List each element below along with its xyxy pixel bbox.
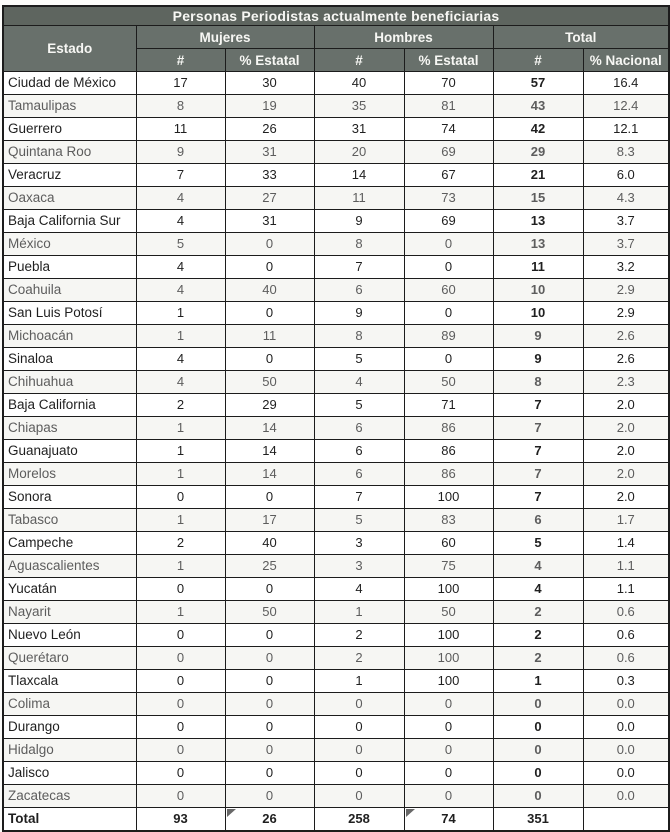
cell-estado: Nuevo León xyxy=(3,624,136,647)
cell-mujeres-pct-estatal: 17 xyxy=(225,509,314,532)
cell-hombres-pct-estatal: 60 xyxy=(404,279,493,302)
cell-total-pct-nacional: 2.0 xyxy=(583,486,669,509)
cell-total-pct-nacional: 1.7 xyxy=(583,509,669,532)
cell-mujeres-pct-estatal: 14 xyxy=(225,463,314,486)
cell-mujeres-count: 1 xyxy=(136,440,225,463)
table-row xyxy=(3,532,669,555)
cell-hombres-count: 8 xyxy=(314,233,404,256)
cell-hombres-pct-estatal: 74 xyxy=(404,118,493,141)
cell-mujeres-pct-estatal: 31 xyxy=(225,141,314,164)
cell-mujeres-count: 2 xyxy=(136,394,225,417)
cell-hombres-count: 0 xyxy=(314,716,404,739)
cell-estado: Coahuila xyxy=(3,279,136,302)
cell-total-pct-nacional: 2.0 xyxy=(583,417,669,440)
cell-mujeres-pct-estatal: 31 xyxy=(225,210,314,233)
cell-estado: Quintana Roo xyxy=(3,141,136,164)
cell-hombres-count: 6 xyxy=(314,279,404,302)
table-row xyxy=(3,233,669,256)
cell-hombres-pct-estatal: 100 xyxy=(404,486,493,509)
cell-hombres-count: 31 xyxy=(314,118,404,141)
cell-total-count: 6 xyxy=(493,509,583,532)
cell-hombres-count: 9 xyxy=(314,210,404,233)
table-row xyxy=(3,95,669,118)
table-row xyxy=(3,578,669,601)
cell-total-pct-nacional: 0.0 xyxy=(583,785,669,808)
table-row xyxy=(3,371,669,394)
cell-estado: Querétaro xyxy=(3,647,136,670)
cell-total-pct-nacional: 12.4 xyxy=(583,95,669,118)
column-group-mujeres: Mujeres xyxy=(136,26,314,49)
cell-mujeres-count: 1 xyxy=(136,509,225,532)
cell-hombres-count: 14 xyxy=(314,164,404,187)
cell-estado: Jalisco xyxy=(3,762,136,785)
cell-mujeres-count: 4 xyxy=(136,348,225,371)
cell-hombres-pct-estatal: 74 xyxy=(404,808,493,832)
cell-hombres-pct-estatal: 86 xyxy=(404,440,493,463)
cell-total-pct-nacional: 2.0 xyxy=(583,463,669,486)
cell-estado: Hidalgo xyxy=(3,739,136,762)
cell-estado: Campeche xyxy=(3,532,136,555)
column-header-total-count: # xyxy=(493,49,583,72)
cell-estado: Yucatán xyxy=(3,578,136,601)
cell-hombres-pct-estatal: 0 xyxy=(404,762,493,785)
cell-hombres-count: 6 xyxy=(314,417,404,440)
cell-hombres-pct-estatal: 0 xyxy=(404,716,493,739)
cell-hombres-pct-estatal: 0 xyxy=(404,693,493,716)
table-title-row xyxy=(3,6,669,26)
cell-mujeres-count: 0 xyxy=(136,762,225,785)
cell-hombres-count: 4 xyxy=(314,578,404,601)
cell-mujeres-pct-estatal: 30 xyxy=(225,72,314,95)
column-group-hombres: Hombres xyxy=(314,26,493,49)
cell-total-count: 1 xyxy=(493,670,583,693)
column-header-total-pct-nacional: % Nacional xyxy=(583,49,669,72)
cell-total-count: 0 xyxy=(493,785,583,808)
table-row xyxy=(3,601,669,624)
column-header-estado: Estado xyxy=(3,26,136,72)
table-row xyxy=(3,279,669,302)
cell-mujeres-count: 9 xyxy=(136,141,225,164)
cell-hombres-count: 9 xyxy=(314,302,404,325)
cell-mujeres-count: 0 xyxy=(136,693,225,716)
table-row xyxy=(3,118,669,141)
cell-total-count: 9 xyxy=(493,325,583,348)
cell-hombres-pct-estatal: 60 xyxy=(404,532,493,555)
cell-estado: Guanajuato xyxy=(3,440,136,463)
cell-total-count: 10 xyxy=(493,279,583,302)
cell-total-pct-nacional: 16.4 xyxy=(583,72,669,95)
cell-hombres-pct-estatal: 89 xyxy=(404,325,493,348)
cell-mujeres-pct-estatal: 0 xyxy=(225,739,314,762)
cell-total-pct-nacional: 6.0 xyxy=(583,164,669,187)
cell-hombres-pct-estatal: 73 xyxy=(404,187,493,210)
cell-mujeres-pct-estatal: 0 xyxy=(225,256,314,279)
cell-total-count: 0 xyxy=(493,716,583,739)
column-header-mujeres-count: # xyxy=(136,49,225,72)
cell-mujeres-count: 4 xyxy=(136,279,225,302)
cell-mujeres-count: 0 xyxy=(136,716,225,739)
cell-hombres-pct-estatal: 100 xyxy=(404,578,493,601)
cell-total-pct-nacional: 4.3 xyxy=(583,187,669,210)
column-header-mujeres-pct-estatal: % Estatal xyxy=(225,49,314,72)
cell-estado: Michoacán xyxy=(3,325,136,348)
cell-mujeres-pct-estatal: 19 xyxy=(225,95,314,118)
cell-mujeres-count: 1 xyxy=(136,302,225,325)
table-row xyxy=(3,72,669,95)
cell-total-count: 10 xyxy=(493,302,583,325)
cell-mujeres-count: 1 xyxy=(136,601,225,624)
table-header xyxy=(3,6,669,72)
cell-total-pct-nacional: 0.6 xyxy=(583,624,669,647)
cell-hombres-count: 8 xyxy=(314,325,404,348)
table-row xyxy=(3,394,669,417)
cell-hombres-pct-estatal: 86 xyxy=(404,417,493,440)
cell-total-count: 2 xyxy=(493,601,583,624)
cell-mujeres-count: 4 xyxy=(136,256,225,279)
cell-hombres-pct-estatal: 0 xyxy=(404,739,493,762)
table-row xyxy=(3,348,669,371)
cell-mujeres-pct-estatal: 11 xyxy=(225,325,314,348)
cell-total-count: 0 xyxy=(493,739,583,762)
cell-estado: Durango xyxy=(3,716,136,739)
cell-total-pct-nacional: 3.7 xyxy=(583,210,669,233)
cell-estado: Baja California xyxy=(3,394,136,417)
cell-mujeres-pct-estatal: 0 xyxy=(225,578,314,601)
cell-hombres-pct-estatal: 86 xyxy=(404,463,493,486)
cell-total-count: 43 xyxy=(493,95,583,118)
table-row xyxy=(3,440,669,463)
cell-total-count: 7 xyxy=(493,417,583,440)
cell-estado: México xyxy=(3,233,136,256)
cell-estado: Chihuahua xyxy=(3,371,136,394)
cell-mujeres-pct-estatal: 0 xyxy=(225,762,314,785)
table-row xyxy=(3,256,669,279)
cell-total-count: 0 xyxy=(493,762,583,785)
cell-hombres-pct-estatal: 81 xyxy=(404,95,493,118)
cell-total-count: 351 xyxy=(493,808,583,832)
cell-mujeres-count: 7 xyxy=(136,164,225,187)
cell-total-pct-nacional: 2.6 xyxy=(583,325,669,348)
table-row xyxy=(3,670,669,693)
cell-mujeres-count: 4 xyxy=(136,187,225,210)
cell-total-pct-nacional: 0.0 xyxy=(583,762,669,785)
cell-total-count: 7 xyxy=(493,486,583,509)
column-group-total: Total xyxy=(493,26,669,49)
cell-mujeres-count: 0 xyxy=(136,578,225,601)
table-row xyxy=(3,509,669,532)
cell-hombres-count: 5 xyxy=(314,348,404,371)
table-row xyxy=(3,555,669,578)
cell-hombres-pct-estatal: 50 xyxy=(404,371,493,394)
cell-mujeres-pct-estatal: 40 xyxy=(225,279,314,302)
cell-estado: Morelos xyxy=(3,463,136,486)
cell-hombres-count: 6 xyxy=(314,440,404,463)
cell-total-count: 2 xyxy=(493,624,583,647)
column-group-row xyxy=(3,26,669,49)
cell-total-pct-nacional: 2.0 xyxy=(583,440,669,463)
cell-mujeres-pct-estatal: 0 xyxy=(225,785,314,808)
cell-total-pct-nacional: 1.4 xyxy=(583,532,669,555)
cell-mujeres-pct-estatal: 26 xyxy=(225,808,314,832)
cell-estado: Tamaulipas xyxy=(3,95,136,118)
cell-total-pct-nacional: 1.1 xyxy=(583,555,669,578)
cell-total-count: 21 xyxy=(493,164,583,187)
cell-hombres-count: 7 xyxy=(314,256,404,279)
cell-mujeres-count: 93 xyxy=(136,808,225,832)
cell-total-pct-nacional: 0.0 xyxy=(583,739,669,762)
cell-mujeres-count: 0 xyxy=(136,647,225,670)
cell-mujeres-count: 1 xyxy=(136,325,225,348)
cell-estado: Sonora xyxy=(3,486,136,509)
cell-mujeres-pct-estatal: 0 xyxy=(225,233,314,256)
cell-mujeres-pct-estatal: 14 xyxy=(225,417,314,440)
cell-estado: Nayarit xyxy=(3,601,136,624)
cell-mujeres-pct-estatal: 33 xyxy=(225,164,314,187)
cell-mujeres-count: 4 xyxy=(136,371,225,394)
cell-total-count: 0 xyxy=(493,693,583,716)
cell-estado: Tlaxcala xyxy=(3,670,136,693)
cell-hombres-count: 4 xyxy=(314,371,404,394)
cell-hombres-count: 0 xyxy=(314,762,404,785)
cell-hombres-pct-estatal: 50 xyxy=(404,601,493,624)
cell-total-count: 4 xyxy=(493,555,583,578)
cell-mujeres-count: 4 xyxy=(136,210,225,233)
cell-hombres-count: 3 xyxy=(314,532,404,555)
cell-total-count: 2 xyxy=(493,647,583,670)
cell-mujeres-count: 0 xyxy=(136,486,225,509)
cell-total-count: 7 xyxy=(493,463,583,486)
cell-estado: Puebla xyxy=(3,256,136,279)
cell-mujeres-pct-estatal: 0 xyxy=(225,647,314,670)
cell-total-pct-nacional: 2.6 xyxy=(583,348,669,371)
cell-hombres-count: 0 xyxy=(314,693,404,716)
cell-total-pct-nacional: 2.9 xyxy=(583,279,669,302)
cell-mujeres-pct-estatal: 40 xyxy=(225,532,314,555)
cell-mujeres-pct-estatal: 26 xyxy=(225,118,314,141)
cell-mujeres-pct-estatal: 0 xyxy=(225,624,314,647)
table-row xyxy=(3,739,669,762)
cell-total-pct-nacional: 0.0 xyxy=(583,693,669,716)
cell-mujeres-pct-estatal: 0 xyxy=(225,486,314,509)
cell-mujeres-count: 1 xyxy=(136,555,225,578)
cell-mujeres-pct-estatal: 0 xyxy=(225,302,314,325)
table-row xyxy=(3,647,669,670)
cell-mujeres-count: 0 xyxy=(136,624,225,647)
cell-hombres-count: 35 xyxy=(314,95,404,118)
cell-mujeres-count: 2 xyxy=(136,532,225,555)
table-row xyxy=(3,417,669,440)
cell-mujeres-pct-estatal: 0 xyxy=(225,693,314,716)
cell-estado: Colima xyxy=(3,693,136,716)
table-row xyxy=(3,141,669,164)
cell-mujeres-count: 11 xyxy=(136,118,225,141)
cell-total-pct-nacional: 2.9 xyxy=(583,302,669,325)
cell-hombres-pct-estatal: 83 xyxy=(404,509,493,532)
cell-estado: Baja California Sur xyxy=(3,210,136,233)
cell-total-pct-nacional: 0.0 xyxy=(583,716,669,739)
cell-total-pct-nacional: 0.6 xyxy=(583,647,669,670)
cell-hombres-count: 7 xyxy=(314,486,404,509)
cell-estado: Tabasco xyxy=(3,509,136,532)
cell-total-pct-nacional: 3.2 xyxy=(583,256,669,279)
cell-total-count: 15 xyxy=(493,187,583,210)
table-title: Personas Periodistas actualmente beneficiarias xyxy=(3,6,669,26)
cell-total-count: 13 xyxy=(493,210,583,233)
table-row xyxy=(3,164,669,187)
cell-hombres-pct-estatal: 100 xyxy=(404,624,493,647)
page-fold-mark xyxy=(406,809,415,817)
cell-hombres-pct-estatal: 69 xyxy=(404,210,493,233)
column-header-hombres-count: # xyxy=(314,49,404,72)
cell-mujeres-count: 17 xyxy=(136,72,225,95)
cell-hombres-count: 1 xyxy=(314,601,404,624)
cell-estado: Aguascalientes xyxy=(3,555,136,578)
cell-mujeres-pct-estatal: 14 xyxy=(225,440,314,463)
cell-hombres-pct-estatal: 0 xyxy=(404,785,493,808)
cell-total-pct-nacional xyxy=(583,808,669,832)
cell-total-count: 4 xyxy=(493,578,583,601)
cell-total-pct-nacional: 2.3 xyxy=(583,371,669,394)
table-total-row xyxy=(3,808,669,832)
cell-mujeres-pct-estatal: 0 xyxy=(225,348,314,371)
cell-total-count: 13 xyxy=(493,233,583,256)
cell-estado: Chiapas xyxy=(3,417,136,440)
cell-hombres-count: 5 xyxy=(314,394,404,417)
cell-hombres-pct-estatal: 67 xyxy=(404,164,493,187)
cell-hombres-count: 6 xyxy=(314,463,404,486)
cell-total-count: 11 xyxy=(493,256,583,279)
cell-hombres-count: 20 xyxy=(314,141,404,164)
table-row xyxy=(3,463,669,486)
cell-hombres-count: 40 xyxy=(314,72,404,95)
table-row xyxy=(3,302,669,325)
cell-estado: Guerrero xyxy=(3,118,136,141)
cell-estado: Sinaloa xyxy=(3,348,136,371)
cell-hombres-pct-estatal: 71 xyxy=(404,394,493,417)
cell-mujeres-pct-estatal: 50 xyxy=(225,371,314,394)
cell-estado: Ciudad de México xyxy=(3,72,136,95)
cell-mujeres-count: 0 xyxy=(136,670,225,693)
cell-mujeres-pct-estatal: 50 xyxy=(225,601,314,624)
table-row xyxy=(3,785,669,808)
cell-hombres-count: 2 xyxy=(314,647,404,670)
table-row xyxy=(3,762,669,785)
cell-estado: Oaxaca xyxy=(3,187,136,210)
cell-mujeres-pct-estatal: 27 xyxy=(225,187,314,210)
cell-mujeres-count: 1 xyxy=(136,463,225,486)
cell-mujeres-pct-estatal: 29 xyxy=(225,394,314,417)
cell-hombres-pct-estatal: 100 xyxy=(404,647,493,670)
table-body xyxy=(3,72,669,832)
cell-total-count: 5 xyxy=(493,532,583,555)
cell-total-count: 8 xyxy=(493,371,583,394)
cell-total-pct-nacional: 0.3 xyxy=(583,670,669,693)
cell-total-pct-nacional: 3.7 xyxy=(583,233,669,256)
cell-hombres-pct-estatal: 69 xyxy=(404,141,493,164)
cell-mujeres-count: 1 xyxy=(136,417,225,440)
cell-estado: Total xyxy=(3,808,136,832)
cell-mujeres-pct-estatal: 0 xyxy=(225,670,314,693)
table-row xyxy=(3,624,669,647)
column-header-hombres-pct-estatal: % Estatal xyxy=(404,49,493,72)
cell-mujeres-count: 5 xyxy=(136,233,225,256)
cell-hombres-pct-estatal: 0 xyxy=(404,302,493,325)
cell-hombres-count: 3 xyxy=(314,555,404,578)
cell-hombres-count: 0 xyxy=(314,739,404,762)
cell-hombres-count: 2 xyxy=(314,624,404,647)
cell-hombres-count: 11 xyxy=(314,187,404,210)
cell-mujeres-count: 0 xyxy=(136,785,225,808)
cell-hombres-pct-estatal: 0 xyxy=(404,233,493,256)
cell-total-count: 9 xyxy=(493,348,583,371)
cell-total-pct-nacional: 8.3 xyxy=(583,141,669,164)
cell-mujeres-pct-estatal: 0 xyxy=(225,716,314,739)
cell-total-pct-nacional: 12.1 xyxy=(583,118,669,141)
cell-total-count: 42 xyxy=(493,118,583,141)
table-row xyxy=(3,486,669,509)
cell-estado: Veracruz xyxy=(3,164,136,187)
table-row xyxy=(3,325,669,348)
cell-hombres-pct-estatal: 0 xyxy=(404,256,493,279)
table-row xyxy=(3,187,669,210)
cell-mujeres-pct-estatal: 25 xyxy=(225,555,314,578)
cell-hombres-pct-estatal: 100 xyxy=(404,670,493,693)
cell-hombres-count: 1 xyxy=(314,670,404,693)
table-row xyxy=(3,716,669,739)
cell-hombres-count: 0 xyxy=(314,785,404,808)
beneficiaries-table xyxy=(2,5,670,832)
cell-total-count: 29 xyxy=(493,141,583,164)
cell-estado: Zacatecas xyxy=(3,785,136,808)
table-row xyxy=(3,693,669,716)
cell-total-count: 7 xyxy=(493,394,583,417)
cell-hombres-pct-estatal: 75 xyxy=(404,555,493,578)
cell-total-pct-nacional: 1.1 xyxy=(583,578,669,601)
cell-estado: San Luis Potosí xyxy=(3,302,136,325)
cell-hombres-pct-estatal: 70 xyxy=(404,72,493,95)
cell-mujeres-count: 8 xyxy=(136,95,225,118)
cell-mujeres-count: 0 xyxy=(136,739,225,762)
cell-total-pct-nacional: 2.0 xyxy=(583,394,669,417)
cell-total-count: 7 xyxy=(493,440,583,463)
page-fold-mark xyxy=(227,809,236,817)
cell-total-count: 57 xyxy=(493,72,583,95)
cell-total-pct-nacional: 0.6 xyxy=(583,601,669,624)
table-row xyxy=(3,210,669,233)
cell-hombres-count: 258 xyxy=(314,808,404,832)
cell-hombres-pct-estatal: 0 xyxy=(404,348,493,371)
cell-hombres-count: 5 xyxy=(314,509,404,532)
